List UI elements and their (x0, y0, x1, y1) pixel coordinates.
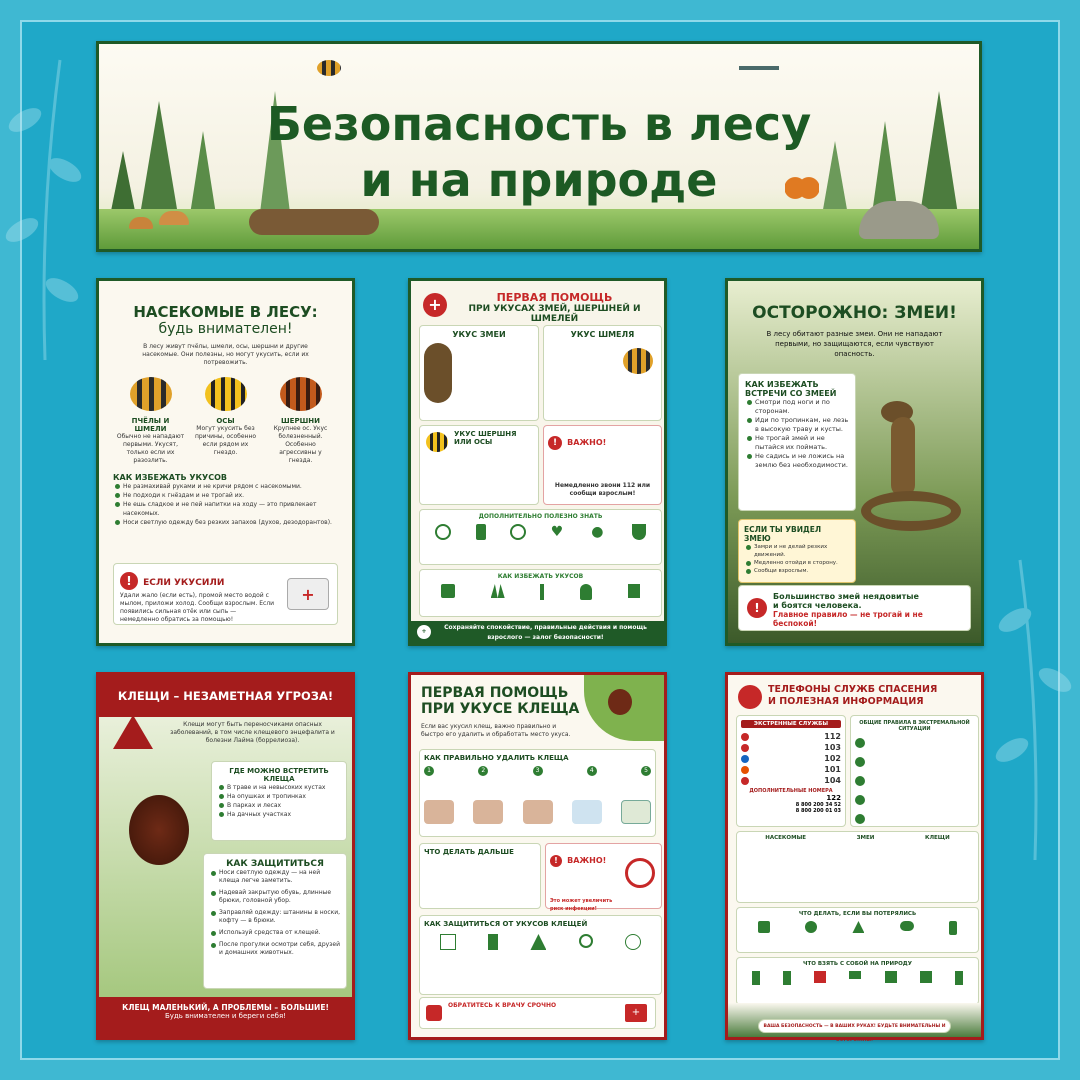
insect-type-hornet: ШЕРШНИ Крупнее ос. Укус болезненный. Особенно агрессивны у гнезда. (267, 377, 335, 465)
drop-icon: ● (591, 524, 604, 540)
first-aid-subtitle: ПРИ УКУСАХ ЗМЕЙ, ШЕРШНЕЙ И ШМЕЛЕЙ (468, 304, 641, 324)
insect-type-bee: ПЧЁЛЫ И ШМЕЛИ Обычно не нападают первыми. Укусят, только если их разозлить. (117, 377, 185, 465)
poster-ticks (96, 672, 355, 1040)
location-icon (855, 795, 865, 805)
emergency-icon (741, 733, 749, 741)
clock-icon (435, 524, 451, 540)
hornet-icon (280, 377, 322, 411)
no-oil-icon (625, 858, 655, 888)
snake-icon (424, 343, 452, 403)
step-number: 2 (478, 766, 488, 776)
gas-icon (741, 777, 749, 785)
list-item: Носи светлую одежду — на ней клеща легче заметить. (209, 869, 341, 885)
where-ticks-box: ГДЕ МОЖНО ВСТРЕТИТЬ КЛЕЩА В траве и на невысоких кустах На опушках и тропинках В парках и лесах На дачных участках (211, 761, 347, 841)
list-item: Носи светлую одежду без резких запахов (духов, дезодорантов). (113, 518, 338, 527)
medical-cross-icon: + (423, 293, 447, 317)
police-icon (741, 755, 749, 763)
insect-type-wasp: ОСЫ Могут укусить без причины, особенно если рядом их гнездо. (192, 377, 260, 465)
col-insects: НАСЕКОМЫЕ (765, 835, 807, 841)
protect-tick-box: КАК ЗАЩИТИТЬСЯ ОТ УКУСОВ КЛЕЩЕЙ (419, 915, 662, 995)
phones-footer: ВАША БЕЗОПАСНОСТЬ — В ВАШИХ РУКАХ! БУДЬТЕ ВНИМАТЕЛЬНЫ И ОСТОРОЖНЫ! (758, 1019, 951, 1033)
bumblebee-icon (623, 348, 653, 374)
remove-tick-box: КАК ПРАВИЛЬНО УДАЛИТЬ КЛЕЩА 1 2 3 4 5 (419, 749, 656, 837)
packing-box: ЧТО ВЗЯТЬ С СОБОЙ НА ПРИРОДУ (736, 957, 979, 1005)
emergency-numbers-box: ЭКСТРЕННЫЕ СЛУЖБЫ 112 103 102 101 104 ДОПОЛНИТЕЛЬНЫЕ НОМЕРА 122 8 800 200 34 52 8 800 200 01 03 (736, 715, 846, 827)
leaf-decoration-icon (0, 60, 90, 360)
call-icon (855, 776, 865, 786)
dragonfly-icon (739, 66, 779, 70)
cloud-icon (900, 921, 914, 931)
important-box: ! ВАЖНО! Немедленно звони 112 или сообщи взрослым! (543, 425, 662, 505)
general-rules-box: ОБЩИЕ ПРАВИЛА В ЭКСТРЕМАЛЬНОЙ СИТУАЦИИ (850, 715, 979, 827)
eye-icon (855, 757, 865, 767)
poster-tick-first-aid (408, 672, 667, 1040)
mushroom-icon (159, 211, 189, 225)
first-aid-kit-icon: + (287, 578, 329, 610)
person-icon (580, 584, 592, 600)
list-item: Не садись и не ложись на землю без необходимости. (745, 452, 849, 470)
heart-icon: ♥ (550, 524, 564, 540)
page-title: Безопасность в лесу и на природе (266, 97, 812, 207)
col-ticks: КЛЕЩИ (924, 835, 950, 841)
flashlight-icon (849, 971, 861, 979)
poster-first-aid-bites (408, 278, 667, 646)
plus-icon: + (417, 625, 431, 639)
tick-aid-title: ПЕРВАЯ ПОМОЩЬ ПРИ УКУСЕ КЛЕЩА (421, 685, 580, 717)
list-item: Используй средства от клещей. (209, 929, 341, 937)
phone-icon (426, 1005, 442, 1021)
list-item: Не ешь сладкое и не пей напитки на ходу — это привлекает насекомых. (113, 500, 338, 518)
poster-emergency-phones (725, 672, 984, 1043)
warning-icon: ! (548, 436, 562, 450)
phones-title: ТЕЛЕФОНЫ СЛУЖБ СПАСЕНИЯ И ПОЛЕЗНАЯ ИНФОРМАЦИЯ (768, 684, 938, 707)
water-icon (752, 971, 760, 985)
tick-icon (608, 689, 632, 715)
wasp-icon (205, 377, 247, 411)
col-snakes: ЗМЕИ (856, 835, 875, 841)
map-icon (885, 971, 897, 983)
first-aid-kit-icon: + (625, 1004, 647, 1022)
main-rule-box: ! Большинство змей неядовитые и боятся человека. Главное правило — не трогай и не беспокой! (738, 585, 971, 631)
ambulance-icon (741, 744, 749, 752)
ear-icon (805, 921, 817, 933)
first-aid-title: ПЕРВАЯ ПОМОЩЬ (496, 291, 613, 304)
calm-icon (855, 738, 865, 748)
grass-icon (491, 584, 505, 598)
battery-icon (855, 814, 865, 824)
tick-aid-intro: Если вас укусил клещ, важно правильно и быстро его удалить и обработать место укуса. (421, 723, 571, 738)
tree-icon (852, 921, 864, 933)
avoid-snake-box: КАК ИЗБЕЖАТЬ ВСТРЕЧИ СО ЗМЕЕЙ Смотри под ноги и по сторонам. Иди по тропинкам, не лезь в высокую траву и кусты. Не трогай змей и не пытайся их поймать. Не садись и не ложись на землю без необходимости. (738, 373, 856, 511)
phone-row[interactable]: 103 (741, 743, 841, 752)
repellent-icon (955, 971, 963, 985)
no-pressure-icon (510, 524, 526, 540)
insects-subtitle: будь внимателен! (158, 321, 293, 337)
if-bitten-box: ! ЕСЛИ УКУСИЛИ Удали жало (если есть), промой место водой с мылом, приложи холод. Сообщи взрослым. Если появились сильная отёк или сыпь — немедленно обратись за помощью! + (113, 563, 338, 625)
step-number: 5 (641, 766, 651, 776)
tick-illustration (129, 795, 189, 865)
hornet-icon (426, 432, 448, 452)
list-item: Не размахивай руками и не кричи рядом с насекомыми. (113, 482, 338, 491)
ticks-footer: КЛЕЩ МАЛЕНЬКИЙ, А ПРОБЛЕМЫ – БОЛЬШИЕ! Будь внимателен и береги себя! (99, 997, 352, 1037)
list-item: Заправляй одежду: штанины в носки, кофту — в брюки. (209, 909, 341, 925)
alert-icon: ! (120, 572, 138, 590)
phone-charged-icon (783, 971, 791, 985)
tick-important-box: ! ВАЖНО! Это может увеличить риск инфекции! (545, 843, 662, 909)
magnifier-icon (579, 934, 593, 948)
ticks-title: КЛЕЩИ – НЕЗАМЕТНАЯ УГРОЗА! (99, 675, 352, 717)
bee-icon (130, 377, 172, 411)
alert-icon: ! (747, 598, 767, 618)
list-item: Медленно отойди в сторону. (744, 559, 850, 567)
bumblebee-bite-box: УКУС ШМЕЛЯ (543, 325, 662, 421)
trash-icon (628, 584, 640, 598)
threats-box (736, 831, 979, 903)
list-item: После прогулки осмотри себя, друзей и домашних животных. (209, 941, 341, 957)
doctor-box: ОБРАТИТЕСЬ К ВРАЧУ СРОЧНО + (419, 997, 656, 1029)
shower-icon (625, 934, 641, 950)
extra-info-box: ДОПОЛНИТЕЛЬНО ПОЛЕЗНО ЗНАТЬ ♥ ● (419, 509, 662, 565)
snakes-title: ОСТОРОЖНО: ЗМЕИ! (752, 303, 957, 323)
insects-title: НАСЕКОМЫЕ В ЛЕСУ: (133, 303, 318, 321)
title-banner (96, 41, 982, 252)
tick-rotate-icon (473, 800, 503, 824)
boot-icon (441, 584, 455, 598)
list-item: Не подходи к гнёздам и не трогай их. (113, 491, 338, 500)
insects-intro: В лесу живут пчёлы, шмели, осы, шершни и другие насекомые. Они полезны, но могут укусить, если их потревожить. (142, 343, 309, 366)
warning-icon: ! (550, 855, 562, 867)
tweezers-icon (424, 800, 454, 824)
protect-ticks-box: КАК ЗАЩИТИТЬСЯ Носи светлую одежду — на ней клеща легче заметить. Надевай закрытую обувь, длинные брюки, головной убор. Заправляй одежду: штанины в носки, кофту — в брюки. Используй средства от клещей. После прогулки осмотри себя, друзей и домашних животных. (203, 853, 347, 989)
list-item: На опушках и тропинках (217, 792, 341, 801)
bottle-icon (476, 524, 486, 540)
step-number: 1 (424, 766, 434, 776)
list-item: Замри и не делай резких движений. (744, 543, 850, 559)
if-see-snake-box: ЕСЛИ ТЫ УВИДЕЛ ЗМЕЮ Замри и не делай резких движений. Медленно отойди в сторону. Сообщи взрослым. (738, 519, 856, 583)
jacket-icon (920, 971, 932, 983)
log-illustration (249, 209, 379, 235)
snake-bite-box: УКУС ЗМЕИ (419, 325, 539, 421)
phone-icon (738, 685, 762, 709)
step-number: 3 (533, 766, 543, 776)
hornet-bite-box: УКУС ШЕРШНЯ ИЛИ ОСЫ (419, 425, 539, 505)
first-aid-footer: + Сохраняйте спокойствие, правильные действия и помощь взрослого — залог безопасности! (411, 621, 664, 643)
smartphone-icon (949, 921, 957, 935)
forest-icon (530, 934, 546, 950)
list-item: Не трогай змей и не пытайся их поймать. (745, 434, 849, 452)
list-item: В траве и на невысоких кустах (217, 783, 341, 792)
poster-insects (96, 278, 355, 646)
phone-row[interactable]: 101 (741, 765, 841, 774)
phone-row[interactable]: 112 (741, 732, 841, 741)
step-number: 4 (587, 766, 597, 776)
list-item: На дачных участках (217, 810, 341, 819)
list-item: В парках и лесах (217, 801, 341, 810)
first-aid-icon (814, 971, 826, 983)
container-icon (621, 800, 651, 824)
list-item: Смотри под ноги и по сторонам. (745, 398, 849, 416)
cotton-swab-icon (523, 800, 553, 824)
list-item: Надевай закрытую обувь, длинные брюки, головной убор. (209, 889, 341, 905)
poster-snakes (725, 278, 984, 646)
snake-illustration (861, 401, 961, 551)
avoid-bites-title: КАК ИЗБЕЖАТЬ УКУСОВ (113, 473, 227, 482)
phone-row[interactable]: 102 (741, 754, 841, 763)
avoid-bites-box: КАК ИЗБЕЖАТЬ УКУСОВ (419, 569, 662, 617)
list-item: Иди по тропинкам, не лезь в высокую траву и кусты. (745, 416, 849, 434)
snakes-intro: В лесу обитают разные змеи. Они не нападают первыми, но защищаются, если чувствуют опасность. (766, 330, 943, 358)
bee-icon (317, 60, 341, 76)
list-item: Сообщи взрослым. (744, 567, 850, 575)
phone-row[interactable]: 104 (741, 776, 841, 785)
leaf-decoration-icon (990, 560, 1080, 860)
fire-icon (741, 766, 749, 774)
wash-hands-icon (572, 800, 602, 824)
lost-box: ЧТО ДЕЛАТЬ, ЕСЛИ ВЫ ПОТЕРЯЛИСЬ (736, 907, 979, 953)
ticks-intro: Клещи могут быть переносчиками опасных заболеваний, в том числе клещевого энцефалита и болезни Лайма (боррелиоза). (170, 721, 335, 744)
next-steps-box: ЧТО ДЕЛАТЬ ДАЛЬШЕ (419, 843, 541, 909)
clothes-icon (440, 934, 456, 950)
shield-icon (632, 524, 646, 540)
stick-icon (540, 584, 544, 600)
spray-icon (488, 934, 498, 950)
warning-triangle-icon (113, 715, 153, 749)
whistle-icon (758, 921, 770, 933)
mushroom-icon (129, 217, 153, 229)
